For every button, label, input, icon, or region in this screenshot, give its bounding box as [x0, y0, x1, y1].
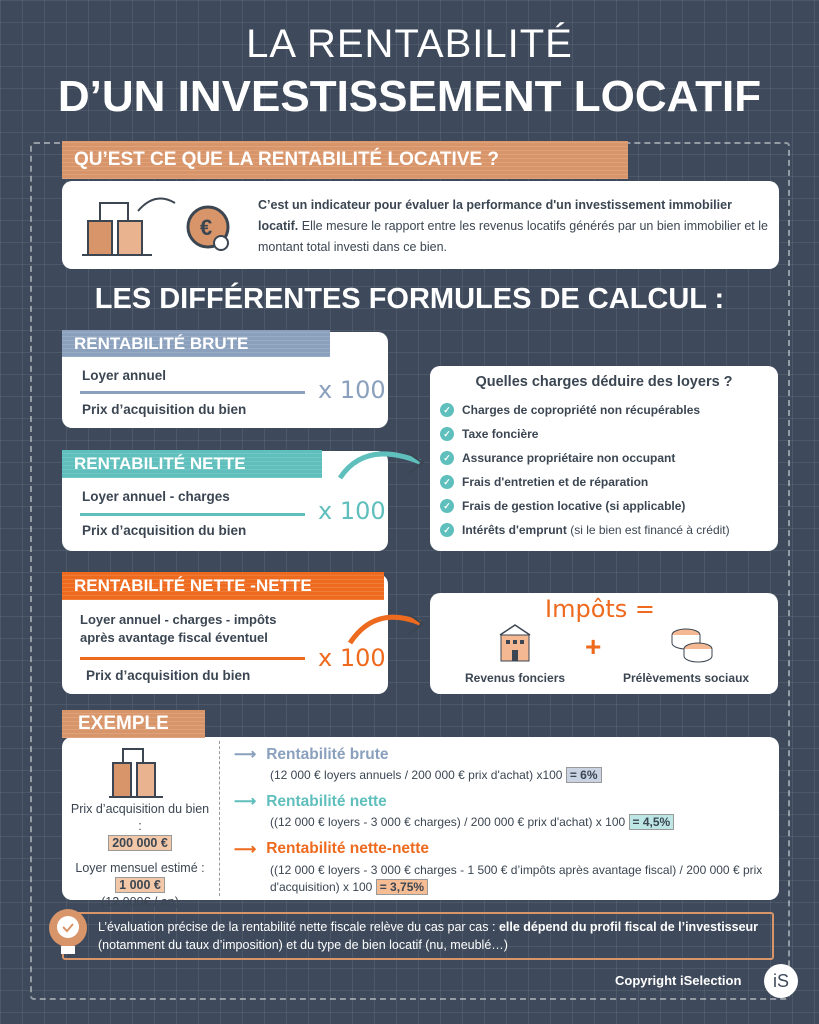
arrow-to-charges-icon: [335, 440, 430, 485]
price-label: Prix d’acquisition du bien :: [70, 802, 210, 833]
nette-denominator: Prix d’acquisition du bien: [82, 523, 247, 538]
result-nette-nette: = 3,75%: [376, 879, 428, 895]
check-icon: ✓: [440, 523, 454, 537]
lightbulb-icon: [45, 906, 91, 962]
nette-nette-title: RENTABILITÉ NETTE -NETTE: [62, 572, 384, 600]
arrow-right-icon: ⟶: [234, 746, 257, 763]
nette-title: RENTABILITÉ NETTE: [62, 450, 322, 478]
fraction-line: [80, 657, 305, 660]
arrow-right-icon: ⟶: [234, 840, 257, 858]
result-brute: = 6%: [566, 767, 602, 783]
example-nette-nette: ⟶ Rentabilité nette-nette: [234, 840, 429, 858]
copyright: Copyright iSelection: [615, 973, 742, 988]
note-bold: elle dépend du profil fiscal de l’investisseur: [498, 920, 759, 934]
calc-nette-nette: ((12 000 € loyers - 3 000 € charges - 1 500 € d’impôts après avantage fiscal) / 200 000 € prix d'acquisition) x 100: [270, 862, 763, 895]
calc-nette: ((12 000 € loyers - 3 000 € charges) / 200 000 € prix d'achat) x 100: [270, 815, 626, 830]
arrow-right-icon: ⟶: [234, 793, 257, 811]
charge-item: ✓ Taxe foncière: [440, 422, 768, 446]
charges-title: Quelles charges déduire des loyers ?: [475, 374, 733, 390]
check-icon: ✓: [440, 403, 454, 417]
buildings-icon: [107, 745, 167, 800]
multiplier: x 100: [318, 644, 386, 672]
example-heading: EXEMPLE: [62, 710, 205, 738]
building-to-euro-icon: [80, 191, 230, 261]
house-icon: [498, 623, 532, 663]
plus-sign: +: [585, 631, 602, 662]
iselection-logo: iS: [764, 964, 798, 998]
note-rest: (notamment du taux d’imposition) et du type de bien locatif (nu, meublé…): [98, 938, 508, 952]
check-icon: ✓: [440, 499, 454, 513]
rent-value: 1 000 €: [115, 877, 165, 893]
example-brute: ⟶ Rentabilité brute: [234, 745, 389, 763]
charge-item: ✓ Assurance propriétaire non occupant: [440, 446, 768, 470]
note-text: L’évaluation précise de la rentabilité nette fiscale relève du cas par cas :: [98, 920, 499, 934]
charge-item: ✓ Charges de copropriété non récupérables: [440, 398, 768, 422]
multiplier: x 100: [318, 497, 386, 525]
charge-item: ✓ Frais d'entretien et de réparation: [440, 470, 768, 494]
charges-card: [430, 366, 778, 551]
check-icon: ✓: [440, 475, 454, 489]
intro-text-bold: C’est un indicateur pour évaluer la performance d'un investissement immobilier locatif.: [258, 198, 732, 233]
impots-card: [430, 593, 778, 694]
multiplier: x 100: [318, 376, 386, 404]
intro-text: Elle mesure le rapport entre les revenus locatifs générés par un bien immobilier et le montant total investi dans ce bien.: [258, 219, 768, 254]
coins-icon: [670, 627, 714, 663]
calc-brute: (12 000 € loyers annuels / 200 000 € prix d'achat) x100: [270, 768, 563, 782]
nn-denominator: Prix d’acquisition du bien: [86, 668, 251, 683]
title-line-2: D’UN INVESTISSEMENT LOCATIF: [57, 72, 762, 121]
impots-title: Impôts =: [545, 595, 656, 623]
brute-denominator: Prix d’acquisition du bien: [82, 402, 247, 417]
charge-item: ✓ Frais de gestion locative (si applicable): [440, 494, 768, 518]
arrow-to-impots-icon: [345, 605, 430, 650]
brute-title: RENTABILITÉ BRUTE: [62, 330, 330, 357]
rent-label: Loyer mensuel estimé :: [75, 861, 205, 875]
example-nette: ⟶ Rentabilité nette: [234, 792, 387, 811]
result-nette: = 4,5%: [629, 814, 675, 830]
intro-heading: QU’EST CE QUE LA RENTABILITÉ LOCATIVE ?: [62, 141, 628, 179]
nette-numerator: Loyer annuel - charges: [82, 489, 230, 504]
check-icon: ✓: [440, 451, 454, 465]
example-card: [62, 737, 779, 909]
nn-numerator-1: Loyer annuel - charges - impôts: [80, 612, 277, 627]
charge-item: ✓ Intérêts d'emprunt (si le bien est financé à crédit): [440, 518, 768, 542]
intro-card: [62, 181, 779, 269]
price-value: 200 000 €: [108, 835, 172, 851]
rent-year: (12 000€ / an): [101, 895, 179, 909]
prelevements-sociaux-label: Prélèvements sociaux: [623, 671, 750, 685]
fraction-line: [80, 391, 305, 394]
divider: [219, 741, 220, 896]
nn-numerator-2: après avantage fiscal éventuel: [80, 630, 268, 645]
title-line-1: LA RENTABILITÉ: [246, 22, 573, 66]
svg-text:€: €: [200, 215, 213, 240]
brute-numerator: Loyer annuel: [82, 368, 167, 383]
check-icon: ✓: [440, 427, 454, 441]
fraction-line: [80, 513, 305, 516]
revenus-fonciers-label: Revenus fonciers: [465, 671, 566, 685]
formulas-heading: LES DIFFÉRENTES FORMULES DE CALCUL :: [94, 283, 725, 315]
